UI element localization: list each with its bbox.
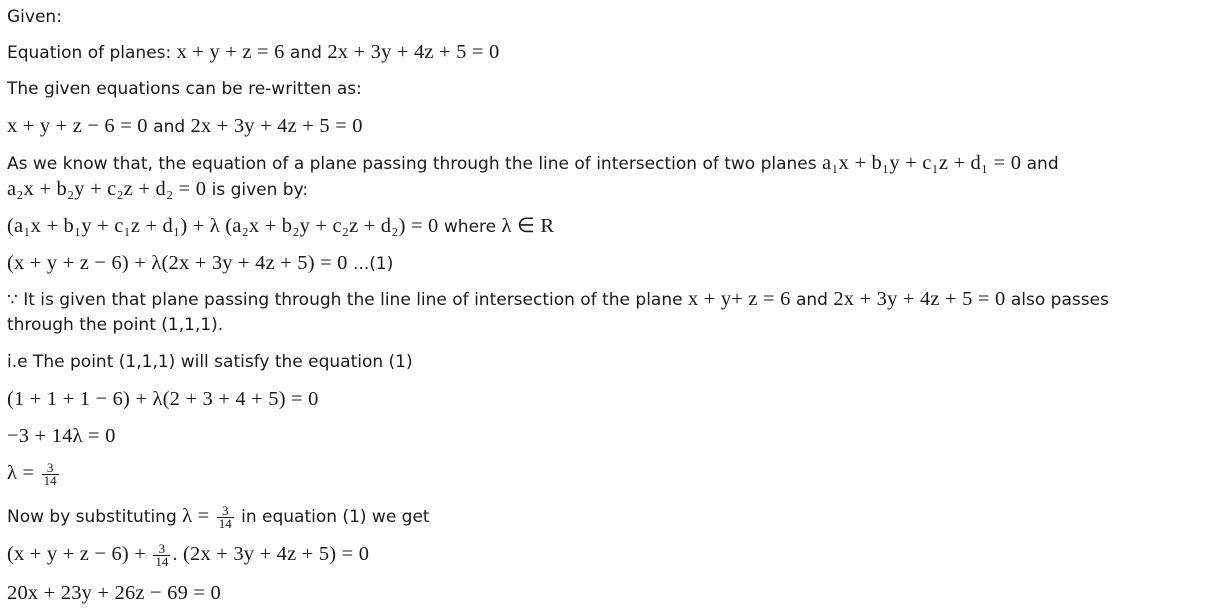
line-mid: and — [790, 290, 834, 310]
fraction — [42, 459, 59, 488]
line-final-equation — [7, 580, 221, 607]
line-text: through the point (1,1,1). — [7, 315, 224, 335]
line-equation-1 — [7, 250, 393, 277]
line-substituted-point — [7, 386, 319, 413]
line-prefix: ∵ It is given that plane passing through the line line of intersection of the plane — [7, 290, 688, 310]
line-prefix: As we know that, the equation of a plane passing through the line of intersection of two planes — [7, 154, 823, 174]
math-plane-2-rewritten: 2x + 3y + 4z + 5 = 0 — [190, 115, 363, 137]
math-plane-2: 2x + 3y + 4z + 5 = 0 — [327, 41, 500, 63]
line-through-point — [7, 312, 223, 338]
equation-tag: ...(1) — [347, 254, 394, 274]
math-equation-1: (x + y + z − 6) + λ(2x + 3y + 4z + 5) = 0 — [7, 252, 348, 274]
math-substituted-point: (1 + 1 + 1 − 6) + λ(2 + 3 + 4 + 5) = 0 — [7, 388, 319, 410]
fraction-denominator: 14 — [218, 515, 232, 531]
math-lambda-equals: λ = — [182, 505, 215, 527]
math-final-equation: 20x + 23y + 26z − 69 = 0 — [7, 582, 221, 604]
line-simplified — [7, 423, 116, 450]
line-given-point — [7, 286, 1109, 313]
fraction-denominator: 14 — [155, 553, 169, 569]
line-given — [7, 4, 62, 30]
line-text: The given equations can be re-written as: — [7, 79, 362, 99]
line-text: i.e The point (1,1,1) will satisfy the equation (1) — [7, 352, 413, 372]
math-left-part: (x + y + z − 6) + — [7, 543, 152, 565]
line-lambda-value — [7, 460, 61, 487]
math-lambda-real: λ ∈ R — [501, 215, 555, 237]
line-satisfy — [7, 349, 413, 375]
fraction-denominator: 14 — [43, 472, 57, 488]
line-suffix: also passes — [1005, 290, 1109, 310]
fraction-numerator: 3 — [217, 505, 234, 518]
line-as-we-know — [7, 150, 1059, 177]
line-mid: and — [284, 43, 328, 63]
line-rewritten-equations — [7, 113, 363, 140]
line-general-plane-2 — [7, 176, 308, 203]
line-now-substituting — [7, 503, 430, 530]
line-substituted-equation — [7, 541, 369, 568]
line-mid: and — [147, 117, 191, 137]
fraction — [153, 540, 170, 569]
line-suffix: in equation (1) we get — [235, 507, 430, 527]
math-plane-1-rewritten: x + y + z − 6 = 0 — [7, 115, 148, 137]
math-plane-1: x + y + z = 6 — [176, 41, 285, 63]
line-family-of-planes — [7, 213, 554, 240]
math-general-plane-2: a₂x + b₂y + c₂z + d₂ = 0 — [7, 178, 207, 200]
line-rewritten-heading — [7, 76, 362, 102]
math-plane-1: x + y+ z = 6 — [687, 288, 791, 310]
line-mid: where — [438, 217, 502, 237]
math-right-part: . (2x + 3y + 4z + 5) = 0 — [172, 543, 370, 565]
math-lambda-equals: λ = — [7, 462, 40, 484]
line-text: Given: — [7, 7, 62, 27]
line-equation-of-planes — [7, 39, 499, 66]
line-suffix: is given by: — [206, 180, 309, 200]
line-suffix: and — [1021, 154, 1059, 174]
line-prefix: Now by substituting — [7, 507, 183, 527]
math-simplified: −3 + 14λ = 0 — [7, 425, 116, 447]
fraction — [217, 502, 234, 531]
math-family-equation: (a₁x + b₁y + c₁z + d₁) + λ (a₂x + b₂y + c₂z + d₂) = 0 — [7, 215, 439, 237]
math-general-plane-1: a₁x + b₁y + c₁z + d₁ = 0 — [822, 152, 1022, 174]
math-plane-2: 2x + 3y + 4z + 5 = 0 — [833, 288, 1006, 310]
fraction-numerator: 3 — [42, 462, 59, 475]
line-prefix: Equation of planes: — [7, 43, 177, 63]
fraction-numerator: 3 — [153, 543, 170, 556]
